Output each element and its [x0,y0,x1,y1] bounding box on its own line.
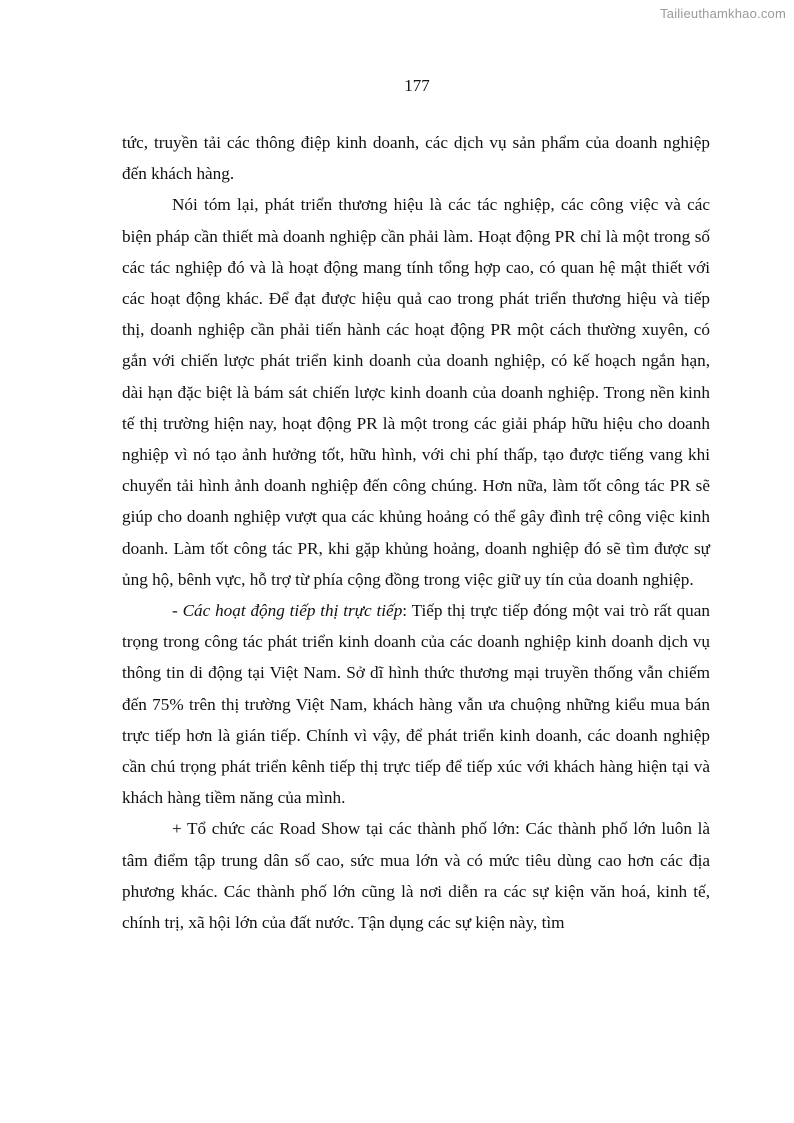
watermark: Tailieuthamkhao.com [660,6,786,21]
section-heading-italic: Các hoạt động tiếp thị trực tiếp [182,601,403,621]
paragraph-3-text: : Tiếp thị trực tiếp đóng một vai trò rất quan trọng trong công tác phát triển kinh doanh của các doanh nghiệp kinh doanh dịch vụ thông tin di động tại Việt Nam. Sở dĩ hình thức thương mại truyền thống vẫn chiếm đến 75% trên thị trường Việt Nam, khách hàng vẫn ưa chuộng những kiểu mua bán trực tiếp hơn là gián tiếp. Chính vì vậy, để phát triển kinh doanh, các doanh nghiệp cần chú trọng phát triển kênh tiếp thị trực tiếp để tiếp xúc với khách hàng hiện tại và khách hàng tiềm năng của mình. [122,601,710,808]
page-body [122,127,710,938]
list-dash: - [172,601,183,621]
paragraph-3 [122,595,710,813]
paragraph-1: tức, truyền tải các thông điệp kinh doanh, các dịch vụ sản phẩm của doanh nghiệp đến khách hàng. [122,133,710,184]
paragraph-4: + Tổ chức các Road Show tại các thành phố lớn: Các thành phố lớn luôn là tâm điểm tập trung dân số cao, sức mua lớn và có mức tiêu dùng cao hơn các địa phương khác. Các thành phố lớn cũng là nơi diễn ra các sự kiện văn hoá, kinh tế, chính trị, xã hội lớn của đất nước. Tận dụng các sự kiện này, tìm [122,819,710,933]
paragraph-2: Nói tóm lại, phát triển thương hiệu là các tác nghiệp, các công việc và các biện pháp cần thiết mà doanh nghiệp cần phải làm. Hoạt động PR chỉ là một trong số các tác nghiệp đó và là hoạt động mang tính tổng hợp cao, có quan hệ mật thiết với các hoạt động khác. Để đạt được hiệu quả cao trong phát triển thương hiệu và tiếp thị, doanh nghiệp cần phải tiến hành các hoạt động PR một cách thường xuyên, có gắn với chiến lược phát triển kinh doanh của doanh nghiệp, có kế hoạch ngắn hạn, dài hạn đặc biệt là bám sát chiến lược kinh doanh của doanh nghiệp. Trong nền kinh tế thị trường hiện nay, hoạt động PR là một trong các giải pháp hữu hiệu cho doanh nghiệp vì nó tạo ảnh hưởng tốt, hữu hình, với chi phí thấp, tạo được tiếng vang khi chuyển tải hình ảnh doanh nghiệp đến công chúng. Hơn nữa, làm tốt công tác PR sẽ giúp cho doanh nghiệp vượt qua các khủng hoảng có thể gây đình trệ công việc kinh doanh. Làm tốt công tác PR, khi gặp khủng hoảng, doanh nghiệp đó sẽ tìm được sự ủng hộ, bênh vực, hỗ trợ từ phía cộng đồng trong việc giữ uy tín của doanh nghiệp. [122,195,710,589]
page-number: 177 [404,76,430,95]
